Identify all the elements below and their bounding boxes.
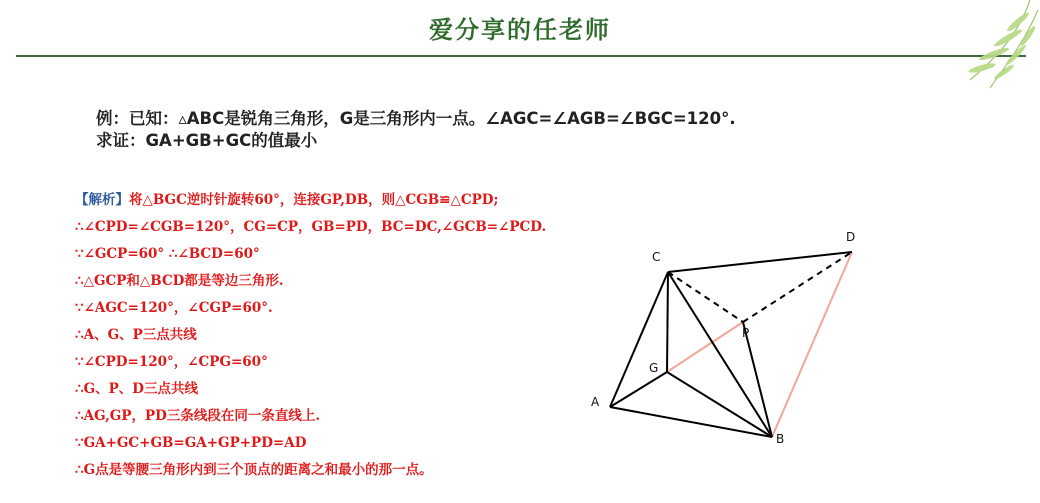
segment-cg bbox=[667, 272, 668, 372]
label-p: P bbox=[742, 326, 750, 340]
solution-line: ∵∠CPD=120°，∠CPG=60° bbox=[75, 354, 268, 370]
solution-line: ∴G、P、D三点共线 bbox=[75, 381, 198, 397]
solution-line bbox=[75, 190, 546, 217]
solution-line-text: 将△BGC逆时针旋转60°，连接GP,DB，则△CGB≌△CPD; bbox=[129, 192, 499, 208]
solution-line: ∴AG,GP，PD三条线段在同一条直线上. bbox=[75, 408, 321, 424]
segment-ca bbox=[610, 272, 668, 407]
label-b: B bbox=[776, 432, 785, 446]
solution-line: ∴∠CPD=∠CGB=120°，CG=CP，GB=PD，BC=DC,∠GCB=∠PCD. bbox=[75, 219, 547, 235]
solution-line: ∵GA+GC+GB=GA+GP+PD=AD bbox=[75, 435, 307, 451]
header-divider bbox=[16, 55, 1026, 57]
solution-line: ∵∠GCP=60° ∴∠BCD=60° bbox=[75, 246, 260, 262]
label-g: G bbox=[649, 361, 659, 375]
label-d: D bbox=[846, 230, 856, 244]
bamboo-leaf-icon bbox=[930, 0, 1040, 90]
solution-block bbox=[75, 190, 546, 487]
geometry-figure bbox=[580, 225, 880, 455]
segment-bd bbox=[772, 252, 852, 437]
solution-line: ∴G点是等腰三角形内到三个顶点的距离之和最小的那一点。 bbox=[75, 462, 433, 478]
solution-line: ∴A、G、P三点共线 bbox=[75, 327, 197, 343]
problem-statement bbox=[96, 108, 736, 152]
problem-line-1: 例：已知：▵ABC是锐角三角形，G是三角形内一点。∠AGC=∠AGB=∠BGC=120°. bbox=[96, 109, 736, 128]
solution-line: ∵∠AGC=120°，∠CGP=60°. bbox=[75, 300, 273, 316]
solution-tag: 【解析】 bbox=[75, 192, 129, 208]
label-c: C bbox=[652, 250, 661, 264]
segment-cp bbox=[668, 272, 743, 322]
problem-line-2: 求证：GA+GB+GC的值最小 bbox=[96, 131, 318, 150]
label-a: A bbox=[591, 395, 600, 409]
solution-line: ∴△GCP和△BCD都是等边三角形. bbox=[75, 273, 284, 289]
segment-cd bbox=[668, 252, 852, 272]
segment-cb bbox=[668, 272, 772, 437]
page-title: 爱分享的任老师 bbox=[429, 15, 611, 44]
